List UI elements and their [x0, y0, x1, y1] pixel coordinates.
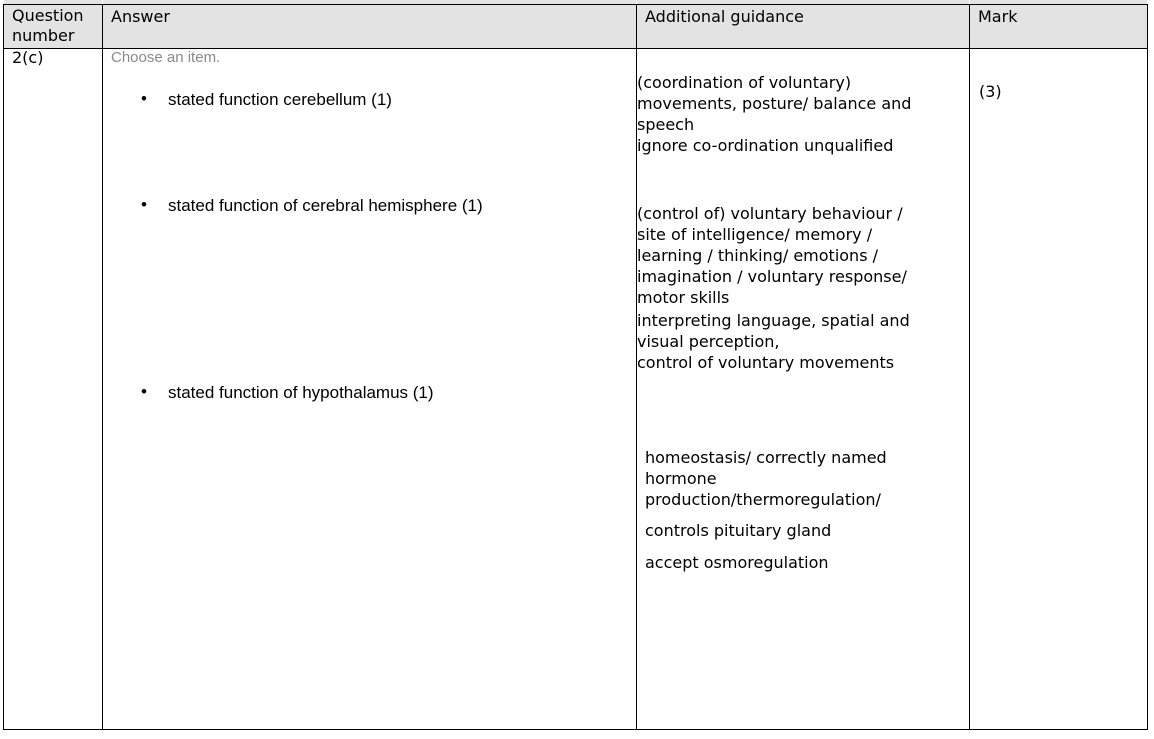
- column-divider: [969, 4, 970, 730]
- bullet-icon: •: [141, 382, 147, 401]
- guidance-pituitary: controls pituitary gland: [645, 521, 832, 540]
- table-right-border: [1147, 4, 1148, 730]
- guidance-hypothalamus: homeostasis/ correctly named hormone production/thermoregulation/: [645, 448, 887, 509]
- guidance-osmoregulation: accept osmoregulation: [645, 553, 829, 572]
- mark-value: (3): [979, 82, 1002, 101]
- choose-item-placeholder[interactable]: Choose an item.: [111, 49, 221, 66]
- table-bottom-border: [3, 729, 1148, 730]
- bullet-icon: •: [141, 89, 147, 108]
- answer-item: stated function cerebellum (1): [168, 90, 392, 109]
- guidance-cerebellum: (coordination of voluntary) movements, posture/ balance and speech ignore co-ordination unqualified: [637, 73, 912, 155]
- table-top-border: [3, 4, 1148, 5]
- header-guidance: Additional guidance: [645, 7, 804, 26]
- header-question-number: Question number: [12, 6, 84, 45]
- bullet-icon: •: [141, 195, 147, 214]
- guidance-cerebral-hemisphere: (control of) voluntary behaviour / site of intelligence/ memory / learning / thinking/ emotions / imagination / voluntary response/ motor skills interpreting language, spatial and visual perception, control of voluntary movements: [637, 204, 910, 372]
- table-left-border: [3, 4, 4, 730]
- answer-item: stated function of cerebral hemisphere (1): [168, 196, 483, 215]
- header-answer: Answer: [111, 7, 170, 26]
- answer-item: stated function of hypothalamus (1): [168, 383, 434, 402]
- header-mark: Mark: [978, 7, 1018, 26]
- question-number: 2(c): [12, 48, 44, 67]
- column-divider: [102, 4, 103, 730]
- header-cell-answer: [103, 0, 636, 48]
